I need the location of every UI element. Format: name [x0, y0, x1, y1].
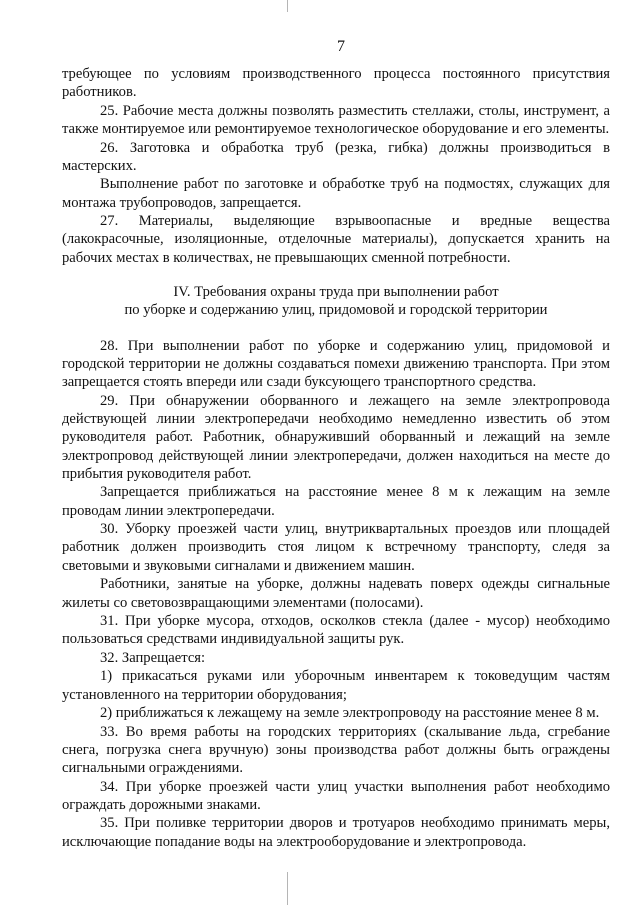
paragraph-26: 26. Заготовка и обработка труб (резка, гибка) должны производиться в мастерских. [62, 139, 610, 174]
document-body [62, 65, 610, 851]
paragraph-continuation: требующее по условиям производственного процесса постоянного присутствия работников. [62, 66, 610, 101]
paragraph-26-note: Выполнение работ по заготовке и обработке труб на подмостях, служащих для монтажа трубопроводов, запрещается. [62, 176, 610, 211]
paragraph-29: 29. При обнаружении оборванного и лежащего на земле электропровода действующей линии электропередачи необходимо немедленно известить об этом руководителя работ. Работник, обнаруживший оборванный и лежащий на земле электропровод действующей линии электропередачи, должен находиться на месте до прибытия руководителя работ. [62, 392, 610, 482]
paragraph-32: 32. Запрещается: [100, 649, 206, 666]
paragraph-32-item-2: 2) приближаться к лежащему на земле электропроводу на расстояние менее 8 м. [100, 705, 600, 722]
section-heading-line-1: IV. Требования охраны труда при выполнении работ [173, 284, 499, 301]
paragraph-29-note: Запрещается приближаться на расстояние менее 8 м к лежащим на земле проводам линии электропередачи. [62, 484, 610, 519]
section-heading [62, 283, 610, 320]
paragraph-27: 27. Материалы, выделяющие взрывоопасные и вредные вещества (лакокрасочные, изоляционные, отделочные материалы), допускается хранить на рабочих местах в количествах, не превышающих сменной потребности. [62, 213, 610, 266]
paragraph-31: 31. При уборке мусора, отходов, осколков стекла (далее - мусор) необходимо пользоваться средствами индивидуальной защиты рук. [62, 613, 610, 648]
section-heading-line-2: по уборке и содержанию улиц, придомовой и городской территории [124, 302, 548, 319]
paragraph-34: 34. При уборке проезжей части улиц участки выполнения работ необходимо ограждать дорожными знаками. [62, 778, 610, 813]
paragraph-30-note: Работники, занятые на уборке, должны надевать поверх одежды сигнальные жилеты со световозвращающими элементами (полосами). [62, 576, 610, 611]
paragraph-28: 28. При выполнении работ по уборке и содержанию улиц, придомовой и городской территории не должны создаваться помехи движению транспорта. При этом запрещается стоять впереди или сзади буксующего транспортного средства. [62, 337, 610, 391]
paragraph-33: 33. Во время работы на городских территориях (скалывание льда, сгребание снега, погрузка снега вручную) зоны производства работ должны быть ограждены сигнальными ограждениями. [62, 723, 610, 777]
paragraph-32-item-1: 1) прикасаться руками или уборочным инвентарем к токоведущим частям установленного на территории оборудования; [62, 668, 610, 703]
paragraph-30: 30. Уборку проезжей части улиц, внутриквартальных проездов или площадей работник должен производить стоя лицом к встречному транспорту, следя за световыми и звуковыми сигналами и движением машин. [62, 521, 610, 574]
page-number: 7 [337, 38, 345, 55]
paragraph-25: 25. Рабочие места должны позволять разместить стеллажи, столы, инструмент, а также монтируемое или ремонтируемое технологическое оборудование и его элементы. [62, 102, 610, 138]
paragraph-35: 35. При поливке территории дворов и тротуаров необходимо принимать меры, исключающие попадание воды на электрооборудование и электропровода. [62, 815, 610, 850]
